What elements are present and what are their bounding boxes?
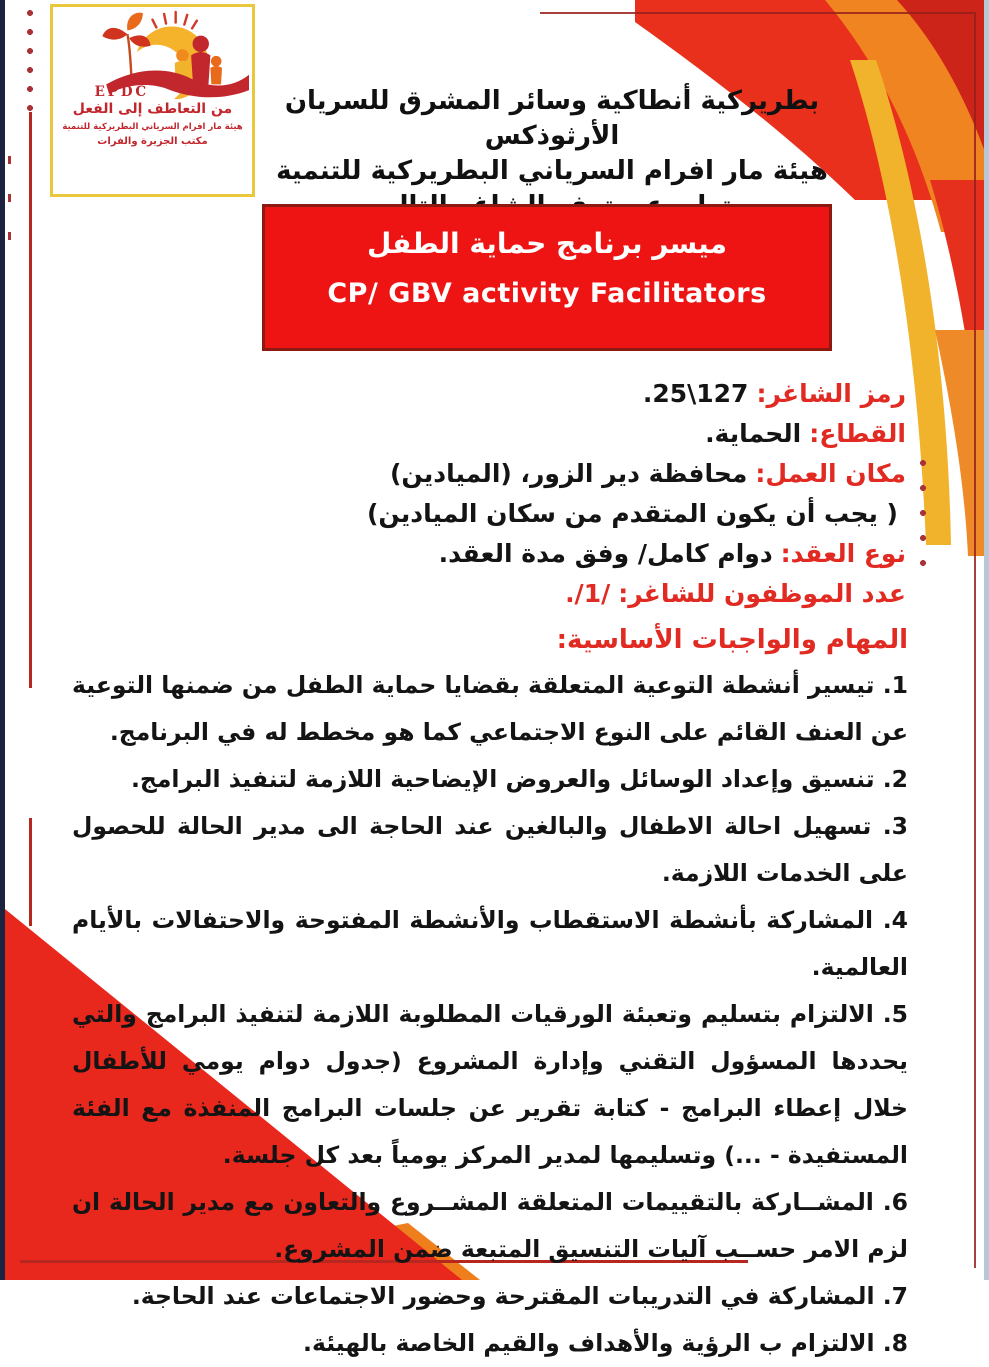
header-line-organization: هيئة مار افرام السرياني البطريركية للتنمية: [276, 156, 828, 187]
staff-count-value: /1/.: [565, 579, 611, 608]
work-location-line: [80, 454, 906, 494]
header-line-patriarchate: بطريركية أنطاكية وسائر المشرق للسريان الأرثوذكس: [284, 86, 820, 152]
work-location-label: مكان العمل:: [755, 459, 906, 488]
logo-acronym-text: EPDC: [94, 83, 150, 99]
task-item-8: 8. الالتزام ب الرؤية والأهداف والقيم الخاصة بالهيئة.: [303, 1329, 908, 1357]
sector-label: القطاع:: [809, 419, 906, 448]
job-title-arabic: ميسر برنامج حماية الطفل: [367, 227, 727, 260]
task-item-3: 3. تسهيل احالة الاطفال والبالغين عند الحاجة الى مدير الحالة للحصول على الخدمات اللازمة.: [72, 812, 908, 887]
scan-edge-right: [984, 0, 989, 1280]
epdc-logo: [56, 7, 249, 99]
left-vertical-rule-lower: [29, 818, 32, 926]
tasks-heading: المهام والواجبات الأساسية:: [556, 625, 908, 655]
logo-tagline: من التعاطف إلى الفعل: [72, 101, 233, 117]
applicant-requirement-line: [80, 494, 906, 534]
task-item-5: 5. الالتزام بتسليم وتعبئة الورقيات المطلوبة اللازمة لتنفيذ البرامج والتي يحددها المسؤول التقني وإدارة المشروع (جدول دوام يومي للأطفال خلال إعطاء البرامج - كتابة تقرير عن جلسات البرامج المنفذة مع الفئة المستفيدة - ...) وتسليمها لمدير المركز يومياً بعد كل جلسة.: [72, 1000, 908, 1169]
dots-column-right: [919, 459, 927, 581]
dashes-left-edge: [8, 156, 11, 264]
vacancy-code-value: 127\25.: [642, 379, 749, 408]
tasks-section: [72, 618, 908, 1367]
job-title-banner: [262, 204, 832, 351]
contract-type-label: نوع العقد:: [780, 539, 906, 568]
task-item-4: 4. المشاركة بأنشطة الاستقطاب والأنشطة المفتوحة والاحتفالات بالأيام العالمية.: [72, 906, 908, 981]
sector-line: [80, 414, 906, 454]
task-item-6: 6. المشــاركة بالتقييمات المتعلقة المشــروع والتعاون مع مدير الحالة ان لزم الامر حســب آليات التنسيق المتبعة ضمن المشروع.: [72, 1188, 908, 1263]
work-location-value: محافظة دير الزور، (الميادين): [389, 459, 748, 488]
contract-type-value: دوام كامل/ وفق مدة العقد.: [438, 539, 773, 568]
left-vertical-rule-upper: [29, 112, 32, 688]
epdc-logo-box: [50, 4, 255, 197]
logo-office-line: مكتب الجزيرة والفرات: [97, 136, 208, 147]
scan-edge-left: [0, 0, 5, 1280]
logo-org-line: هيئة مار افرام السرياني البطريركية للتنمية: [62, 122, 243, 132]
sun-rays-icon: [153, 12, 197, 28]
task-item-7: 7. المشاركة في التدريبات المقترحة وحضور الاجتماعات عند الحاجة.: [131, 1282, 908, 1310]
staff-count-line: [80, 574, 906, 614]
applicant-requirement-value: ( يجب أن يكون المتقدم من سكان الميادين): [366, 499, 898, 528]
vacancy-details: [80, 374, 906, 614]
vacancy-code-label: رمز الشاغر:: [756, 379, 906, 408]
sector-value: الحماية.: [705, 419, 802, 448]
vacancy-code-line: [80, 374, 906, 414]
task-item-2: 2. تنسيق وإعداد الوسائل والعروض الإيضاحية اللازمة لتنفيذ البرامج.: [130, 765, 908, 793]
staff-count-label: عدد الموظفون للشاغر:: [618, 579, 906, 608]
task-item-1: 1. تيسير أنشطة التوعية المتعلقة بقضايا حماية الطفل من ضمنها التوعية عن العنف القائم على النوع الاجتماعي كما هو مخطط له في البرنامج.: [72, 671, 908, 746]
dots-column-left: [26, 9, 34, 123]
contract-type-line: [80, 534, 906, 574]
job-title-english: CP/ GBV activity Facilitators: [327, 278, 767, 309]
